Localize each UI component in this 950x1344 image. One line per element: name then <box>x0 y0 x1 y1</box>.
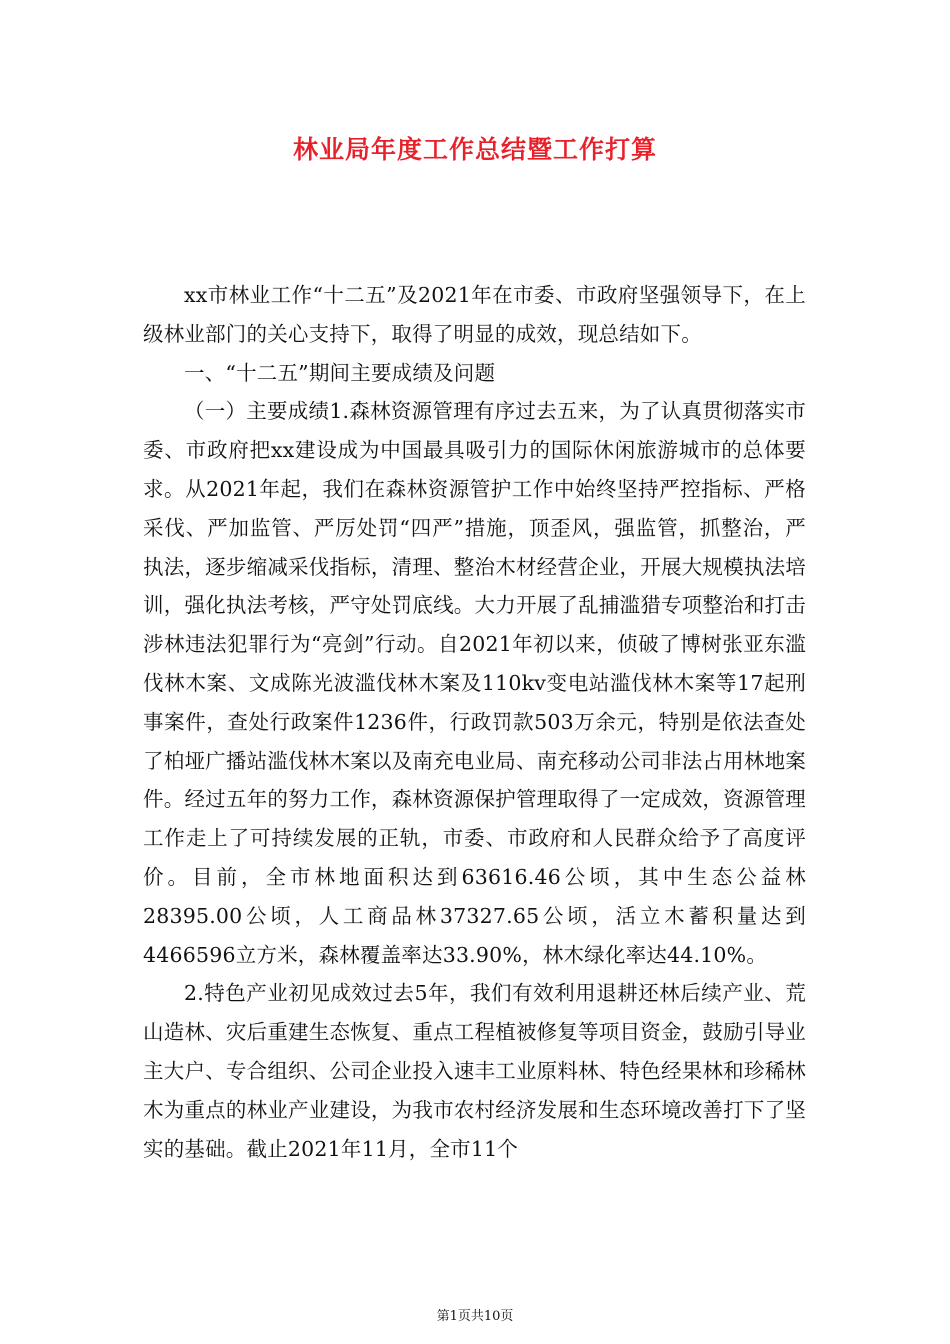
page-number-footer: 第1页共10页 <box>436 1309 514 1324</box>
document-title: 林业局年度工作总结暨工作打算 <box>292 135 657 164</box>
body-paragraph-achievements: （一）主要成绩1.森林资源管理有序过去五来，为了认真贯彻落实市委、市政府把xx建设成为中国最具吸引力的国际休闲旅游城市的总体要求。从2021年起，我们在森林资源管护工作中始终坚持严控指标、严格采伐、严加监管、严厉处罚“四严”措施，顶歪风，强监管，抓整治，严执法，逐步缩减采伐指标，清理、整治木材经营企业，开展大规模执法培训，强化执法考核，严守处罚底线。大力开展了乱捕滥猎专项整治和打击涉林违法犯罪行为“亮剑”行动。自2021年初以来，侦破了博树张亚东滥伐林木案、文成陈光波滥伐林木案及110kv变电站滥伐林木案等17起刑事案件，查处行政案件1236件，行政罚款503万余元，特别是依法查处了柏垭广播站滥伐林木案以及南充电业局、南充移动公司非法占用林地案件。经过五年的努力工作，森林资源保护管理取得了一定成效，资源管理工作走上了可持续发展的正轨，市委、市政府和人民群众给予了高度评价。目前，全市林地面积达到63616.46公顷，其中生态公益林28395.00公顷，人工商品林37327.65公顷，活立木蓄积量达到4466596立方米，森林覆盖率达33.90%，林木绿化率达44.10%。 <box>143 399 806 967</box>
intro-paragraph: xx市林业工作“十二五”及2021年在市委、市政府坚强领导下，在上级林业部门的关心支持下，取得了明显的成效，现总结如下。 <box>143 283 806 346</box>
section-heading: 一、“十二五”期间主要成绩及问题 <box>184 360 496 385</box>
body-paragraph-industry: 2.特色产业初见成效过去5年，我们有效利用退耕还林后续产业、荒山造林、灾后重建生态恢复、重点工程植被修复等项目资金，鼓励引导业主大户、专合组织、公司企业投入速丰工业原料林、特色经果林和珍稀林木为重点的林业产业建设，为我市农村经济发展和生态环境改善打下了坚实的基础。截止2021年11月，全市11个 <box>143 981 806 1161</box>
document-body <box>143 276 806 1168</box>
